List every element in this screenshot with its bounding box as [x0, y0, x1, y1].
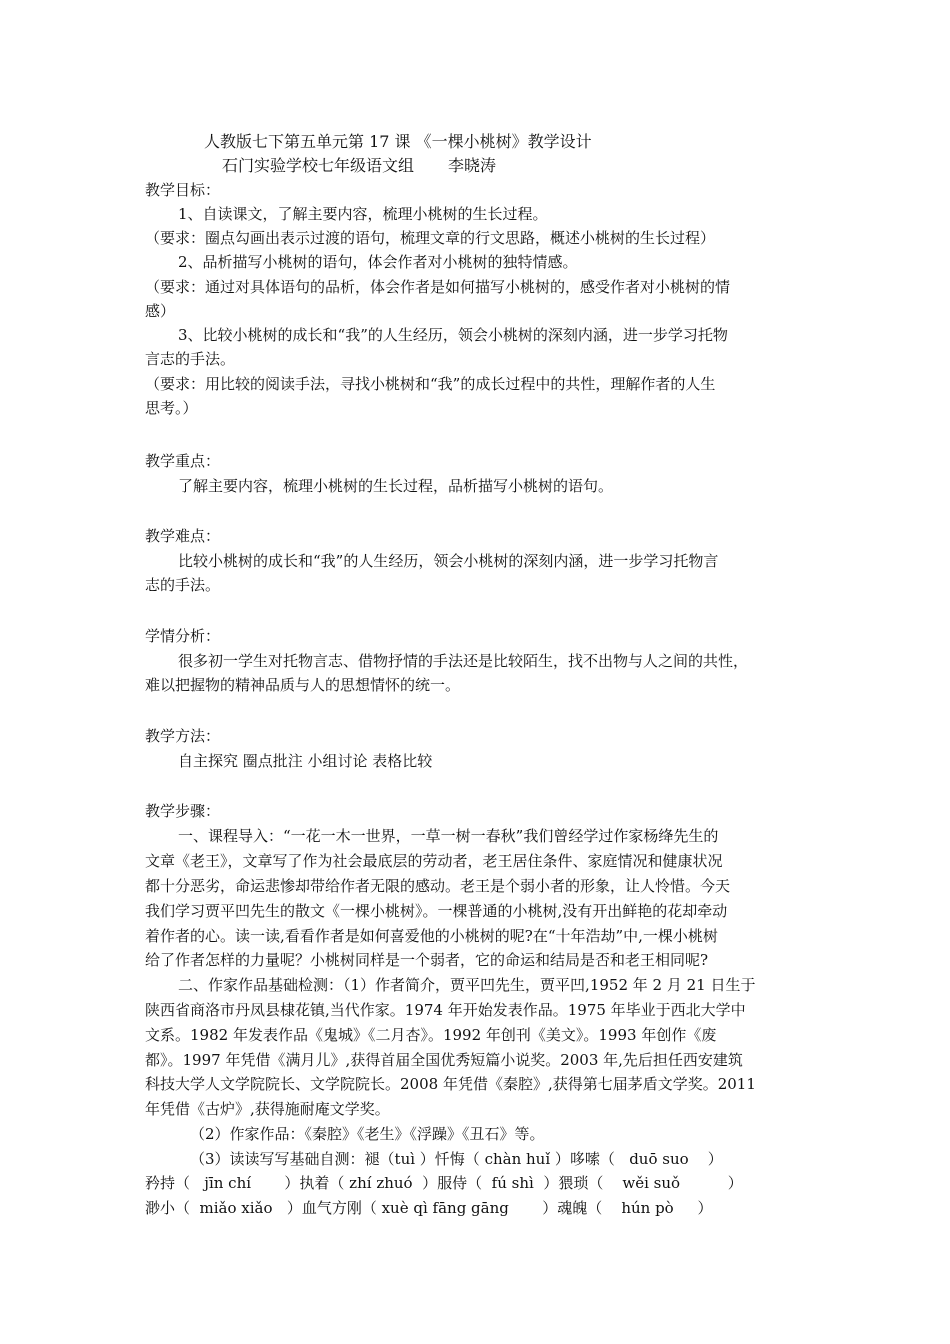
objective-1: 1、自读课文，了解主要内容，梳理小桃树的生长过程。 [178, 205, 548, 223]
analysis-heading: 学情分析： [145, 627, 221, 645]
difficulties-line-2: 志的手法。 [145, 576, 221, 594]
difficulties-line-1: 比较小桃树的成长和“我”的人生经历，领会小桃树的深刻内涵，进一步学习托物言 [178, 552, 719, 570]
methods-text: 自主探究 圈点批注 小组讨论 表格比较 [178, 752, 433, 770]
analysis-line-1: 很多初一学生对托物言志、借物抒情的手法还是比较陌生，找不出物与人之间的共性， [178, 652, 749, 670]
steps-vocab-line-1: （3）读读写写基础自测：褪（tuì ）忏悔（ chàn huǐ ）哆嗦（ duō suo ） [190, 1150, 723, 1168]
key-points-text: 了解主要内容，梳理小桃树的生长过程，品析描写小桃树的语句。 [178, 477, 614, 495]
difficulties-heading: 教学难点： [145, 527, 221, 545]
steps-heading: 教学步骤： [145, 802, 221, 820]
objectives-heading: 教学目标： [145, 181, 221, 199]
steps-author-line-5: 科技大学人文学院院长、文学院院长。2008 年凭借《秦腔》,获得第七届茅盾文学奖。2011 [145, 1075, 756, 1093]
steps-author-line-3: 文系。1982 年发表作品《鬼城》《二月杏》。1992 年创刊《美文》。1993 年创作《废 [145, 1026, 717, 1044]
objective-2: 2、品析描写小桃树的语句，体会作者对小桃树的独特情感。 [178, 253, 578, 271]
objective-2-requirement-line-2: 感） [145, 302, 176, 320]
author-line [222, 154, 912, 178]
steps-vocab-line-3: 渺小（ miǎo xiǎo ）血气方刚（ xuè qì fāng gāng ）魂魄（ hún pò ） [145, 1199, 713, 1217]
steps-author-line-4: 都》。1997 年凭借《满月儿》,获得首届全国优秀短篇小说奖。2003 年,先后担任西安建筑 [145, 1051, 743, 1069]
document-title: 人教版七下第五单元第 17 课 《一棵小桃树》教学设计 [204, 132, 592, 151]
steps-intro-line-2: 文章《老王》，文章写了作为社会最底层的劳动者，老王居住条件、家庭情况和健康状况 [145, 852, 723, 870]
objective-2-requirement-line-1: （要求：通过对具体语句的品析，体会作者是如何描写小桃树的，感受作者对小桃树的情 [145, 278, 731, 296]
steps-intro-line-5: 着作者的心。读一读,看看作者是如何喜爱他的小桃树的呢?在“十年浩劫”中,一棵小桃树 [145, 927, 718, 945]
steps-author-line-6: 年凭借《古炉》,获得施耐庵文学奖。 [145, 1100, 390, 1118]
objective-3-line-2: 言志的手法。 [145, 350, 236, 368]
methods-heading: 教学方法： [145, 727, 221, 745]
steps-intro-line-1: 一、课程导入：“一花一木一世界，一草一树一春秋”我们曾经学过作家杨绛先生的 [178, 827, 719, 845]
steps-works: （2）作家作品：《秦腔》《老生》《浮躁》《丑石》等。 [190, 1125, 545, 1143]
author-name: 李晓涛 [448, 156, 497, 175]
steps-author-line-2: 陕西省商洛市丹凤县棣花镇,当代作家。1974 年开始发表作品。1975 年毕业于西北大学中 [145, 1001, 746, 1019]
steps-intro-line-4: 我们学习贾平凹先生的散文《一棵小桃树》。一棵普通的小桃树,没有开出鲜艳的花却牵动 [145, 902, 728, 920]
author-school: 石门实验学校七年级语文组 [222, 156, 415, 175]
key-points-heading: 教学重点： [145, 452, 221, 470]
analysis-line-2: 难以把握物的精神品质与人的思想情怀的统一。 [145, 676, 461, 694]
steps-author-line-1: 二、作家作品基础检测：（1）作者简介，贾平凹先生，贾平凹,1952 年 2 月 21 日生于 [178, 976, 756, 994]
steps-vocab-line-2: 矜持（ jīn chí ）执着（ zhí zhuó ）服侍（ fú shì ）猥琐（ wěi suǒ ） [145, 1174, 743, 1192]
objective-3-requirement-line-2: 思考。） [145, 399, 198, 417]
objective-3-line-1: 3、比较小桃树的成长和“我”的人生经历，领会小桃树的深刻内涵，进一步学习托物 [178, 326, 728, 344]
steps-intro-line-6: 给了作者怎样的力量呢？小桃树同样是一个弱者，它的命运和结局是否和老王相同呢? [145, 951, 709, 969]
objective-1-requirement: （要求：圈点勾画出表示过渡的语句，梳理文章的行文思路，概述小桃树的生长过程） [145, 229, 716, 247]
objective-3-requirement-line-1: （要求：用比较的阅读手法，寻找小桃树和“我”的成长过程中的共性，理解作者的人生 [145, 375, 716, 393]
steps-intro-line-3: 都十分恶劣，命运悲惨却带给作者无限的感动。老王是个弱小者的形象，让人怜惜。今天 [145, 877, 731, 895]
